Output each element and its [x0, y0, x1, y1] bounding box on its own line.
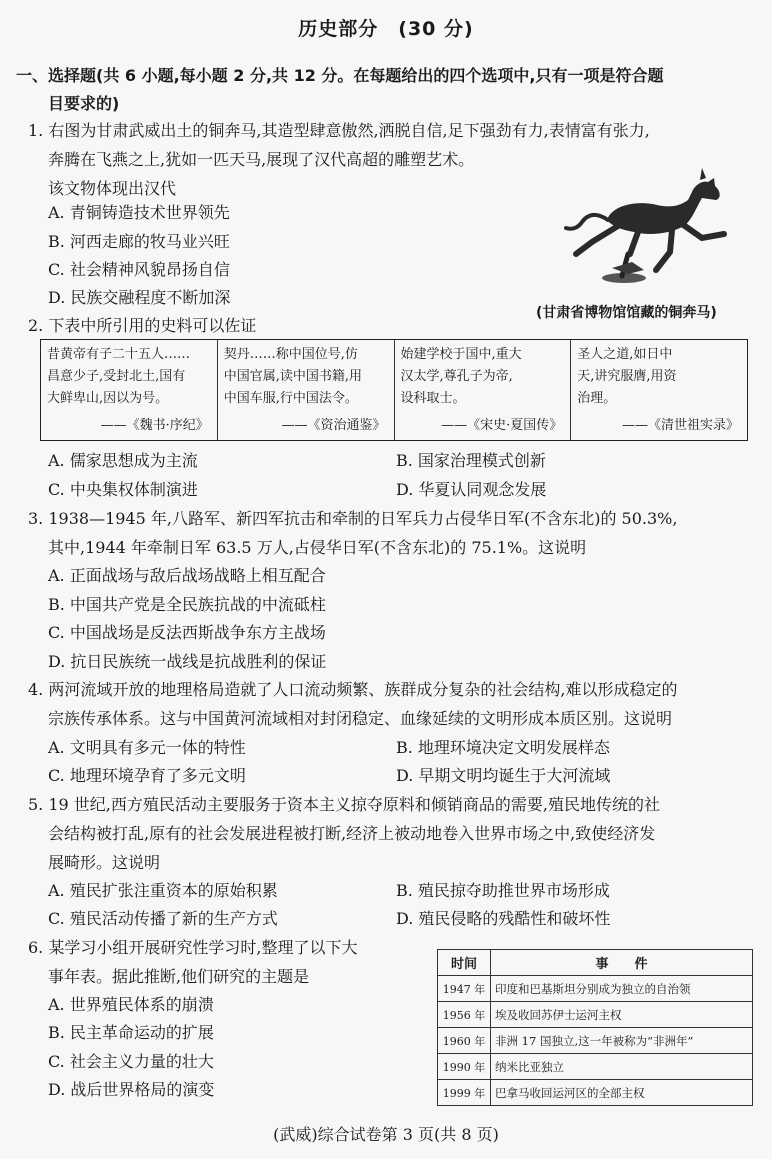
q2-option-d[interactable]: D. 华夏认同观念发展	[396, 480, 547, 499]
source-cell	[571, 340, 747, 440]
q5-option-c[interactable]: C. 殖民活动传播了新的生产方式	[48, 909, 278, 928]
row-year: 1960 年	[438, 1028, 491, 1054]
q1-option-d[interactable]: D. 民族交融程度不断加深	[48, 288, 231, 307]
source-text: 昔黄帝有子二十五人……	[47, 347, 191, 362]
q6-line1: 6. 某学习小组开展研究性学习时,整理了以下大	[28, 938, 358, 957]
source-citation: ——《清世祖实录》	[621, 418, 739, 433]
table-row	[438, 1028, 753, 1054]
question-4-stem	[28, 675, 758, 733]
source-cell	[41, 340, 218, 440]
section-heading-line1: 一、选择题(共 6 小题,每小题 2 分,共 12 分。在每题给出的四个选项中,只有一项是符合题	[16, 66, 664, 85]
q3-option-b[interactable]: B. 中国共产党是全民族抗战的中流砥柱	[48, 595, 326, 614]
question-5-stem	[28, 790, 758, 877]
q3-line1: 3. 1938—1945 年,八路军、新四军抗击和牵制的日军兵力占侵华日军(不含东北)的 50.3%,	[28, 509, 678, 528]
source-citation: ——《资治通鉴》	[281, 418, 386, 433]
section-heading	[16, 62, 756, 118]
header-event: 事 件	[491, 950, 753, 976]
source-text: 设科取士。	[400, 391, 466, 406]
source-text: 中国官属,读中国书籍,用	[223, 369, 363, 384]
row-event: 纳米比亚独立	[491, 1054, 753, 1080]
q1-line1: 1. 右图为甘肃武威出土的铜奔马,其造型肆意傲然,洒脱自信,足下强劲有力,表情富有张力,	[28, 121, 650, 140]
row-year: 1947 年	[438, 976, 491, 1002]
table-row	[438, 1054, 753, 1080]
table-row	[438, 976, 753, 1002]
q3-option-d[interactable]: D. 抗日民族统一战线是抗战胜利的保证	[48, 652, 327, 671]
row-event: 埃及收回苏伊士运河主权	[491, 1002, 753, 1028]
q2-option-a[interactable]: A. 儒家思想成为主流	[48, 451, 198, 470]
row-event: 巴拿马收回运河区的全部主权	[491, 1080, 753, 1106]
question-3-stem	[28, 504, 758, 562]
row-event: 非洲 17 国独立,这一年被称为“非洲年”	[491, 1028, 753, 1054]
source-text: 治理。	[577, 391, 617, 406]
q3-option-c[interactable]: C. 中国战场是反法西斯战争东方主战场	[48, 623, 326, 642]
section-heading-line2: 目要求的)	[48, 94, 120, 113]
q4-line2: 宗族传承体系。这与中国黄河流域相对封闭稳定、血缘延续的文明形成本质区别。这说明	[48, 709, 673, 728]
question-2-stem: 2. 下表中所引用的史料可以佐证	[28, 316, 257, 335]
row-event: 印度和巴基斯坦分别成为独立的自治领	[491, 976, 753, 1002]
q2-option-c[interactable]: C. 中央集权体制演进	[48, 480, 198, 499]
q3-option-a[interactable]: A. 正面战场与敌后战场战略上相互配合	[48, 566, 326, 585]
row-year: 1956 年	[438, 1002, 491, 1028]
source-citation: ——《宋史·夏国传》	[441, 418, 563, 433]
q6-option-b[interactable]: B. 民主革命运动的扩展	[48, 1023, 214, 1042]
q4-option-b[interactable]: B. 地理环境决定文明发展样态	[396, 738, 610, 757]
q5-line3: 展畸形。这说明	[48, 853, 161, 872]
q6-line2: 事年表。据此推断,他们研究的主题是	[48, 967, 310, 986]
horse-image-caption: (甘肃省博物馆馆藏的铜奔马)	[536, 305, 717, 321]
historical-sources-table	[40, 339, 748, 441]
page-footer: (武威)综合试卷第 3 页(共 8 页)	[273, 1125, 499, 1144]
row-year: 1999 年	[438, 1080, 491, 1106]
table-header-row	[438, 950, 753, 976]
q1-option-a[interactable]: A. 青铜铸造技术世界领先	[48, 203, 230, 222]
source-text: 中国车服,行中国法令。	[223, 391, 358, 406]
q5-option-b[interactable]: B. 殖民掠夺助推世界市场形成	[396, 881, 610, 900]
q1-option-c[interactable]: C. 社会精神风貌昂扬自信	[48, 260, 230, 279]
source-cell	[218, 340, 395, 440]
header-time: 时间	[438, 950, 491, 976]
question-6-stem	[28, 933, 428, 991]
q2-option-b[interactable]: B. 国家治理模式创新	[396, 451, 546, 470]
q5-line2: 会结构被打乱,原有的社会发展进程被打断,经济上被动地卷入世界市场之中,致使经济发	[48, 824, 656, 843]
table-row	[438, 1002, 753, 1028]
source-text: 昌意少子,受封北土,国有	[47, 369, 186, 384]
source-text: 圣人之道,如日中	[577, 347, 673, 362]
q1-line3: 该文物体现出汉代	[48, 179, 177, 198]
q1-line2: 奔腾在飞燕之上,犹如一匹天马,展现了汉代高超的雕塑艺术。	[48, 150, 475, 169]
source-cell	[395, 340, 572, 440]
q6-option-c[interactable]: C. 社会主义力量的壮大	[48, 1052, 214, 1071]
q4-line1: 4. 两河流域开放的地理格局造就了人口流动频繁、族群成分复杂的社会结构,难以形成稳定的	[28, 680, 678, 699]
events-chronology-table	[437, 949, 753, 1106]
q4-option-d[interactable]: D. 早期文明均诞生于大河流域	[396, 766, 611, 785]
bronze-galloping-horse-image	[552, 150, 752, 300]
q3-line2: 其中,1944 年牵制日军 63.5 万人,占侵华日军(不含东北)的 75.1%。这说明	[48, 538, 587, 557]
q4-option-a[interactable]: A. 文明具有多元一体的特性	[48, 738, 246, 757]
source-text: 始建学校于国中,重大	[400, 347, 522, 362]
q5-line1: 5. 19 世纪,西方殖民活动主要服务于资本主义掠夺原料和倾销商品的需要,殖民地传统的社	[28, 795, 660, 814]
source-citation: ——《魏书·序纪》	[100, 418, 209, 433]
source-text: 契丹……称中国位号,仿	[223, 347, 358, 362]
source-text: 天,讲究服膺,用资	[577, 369, 677, 384]
q4-option-c[interactable]: C. 地理环境孕育了多元文明	[48, 766, 246, 785]
source-text: 大鲜卑山,因以为号。	[47, 391, 169, 406]
q5-option-d[interactable]: D. 殖民侵略的残酷性和破坏性	[396, 909, 611, 928]
q1-option-b[interactable]: B. 河西走廊的牧马业兴旺	[48, 232, 230, 251]
table-row	[438, 1080, 753, 1106]
q6-option-a[interactable]: A. 世界殖民体系的崩溃	[48, 995, 214, 1014]
source-text: 汉太学,尊孔子为帝,	[400, 369, 513, 384]
page-title: 历史部分 (30 分)	[298, 18, 474, 40]
q6-option-d[interactable]: D. 战后世界格局的演变	[48, 1080, 215, 1099]
row-year: 1990 年	[438, 1054, 491, 1080]
q5-option-a[interactable]: A. 殖民扩张注重资本的原始积累	[48, 881, 278, 900]
